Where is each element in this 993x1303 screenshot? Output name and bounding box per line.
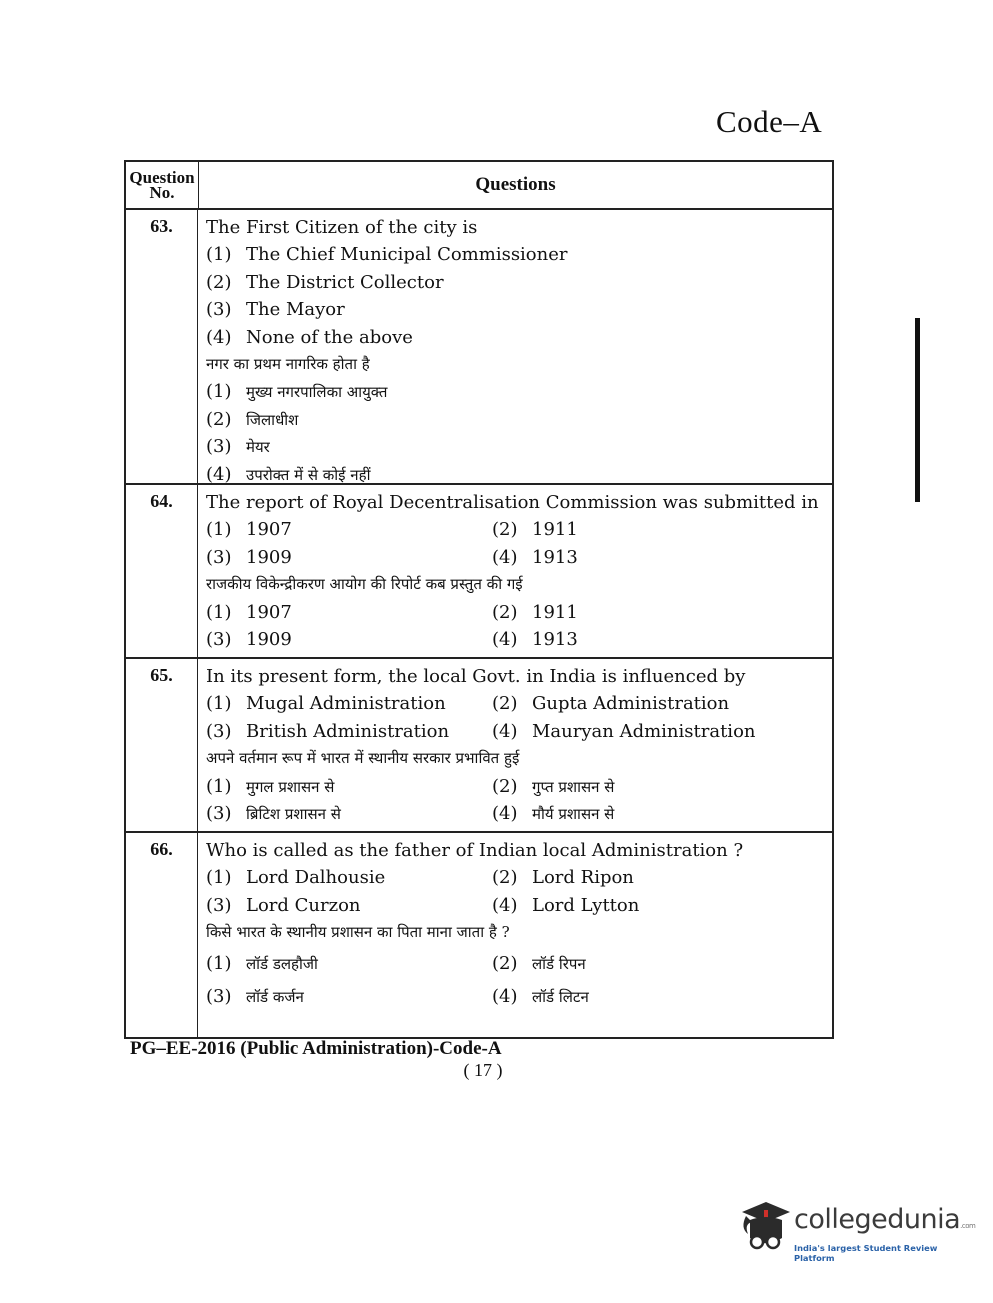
options-en-row-1	[206, 690, 832, 717]
option-number: (3)	[206, 894, 232, 916]
option-text: जिलाधीश	[246, 410, 299, 429]
option-number: (4)	[206, 326, 232, 348]
option-text: मुख्य नगरपालिका आयुक्त	[246, 383, 388, 402]
header-question-no	[126, 162, 199, 208]
brand-tagline: India's largest Student Review Platform	[794, 1243, 938, 1263]
option-number: (1)	[206, 244, 232, 266]
option-text: मौर्य प्रशासन से	[532, 804, 615, 823]
option-hi-1	[206, 378, 832, 405]
header-no-line2: No.	[149, 183, 175, 202]
option-number: (2)	[492, 775, 518, 797]
option-text: Lord Dalhousie	[246, 867, 386, 889]
option-text: लॉर्ड डलहौजी	[246, 954, 318, 973]
option-text: लॉर्ड कर्जन	[246, 987, 304, 1006]
option-number: (1)	[206, 693, 232, 715]
options-en-row-2	[206, 718, 832, 745]
option-text: 1909	[246, 546, 292, 568]
question-row-63	[126, 210, 832, 485]
graduate-mascot-icon	[736, 1198, 794, 1258]
option-text: लॉर्ड रिपन	[532, 954, 586, 973]
options-en-row-2	[206, 892, 832, 919]
question-number: 65.	[126, 659, 198, 831]
option-number: (3)	[206, 802, 232, 824]
option-number: (1)	[206, 519, 232, 541]
question-row-65	[126, 659, 832, 833]
option-en-3	[206, 296, 832, 323]
option-text: Lord Lytton	[532, 894, 640, 916]
question-row-64	[126, 485, 832, 659]
option-text: 1913	[532, 628, 578, 650]
header-questions: Questions	[475, 174, 556, 195]
question-number: 66.	[126, 833, 198, 1037]
option-en-4	[206, 324, 832, 351]
option-hi-4	[206, 461, 832, 488]
option-text: 1909	[246, 628, 292, 650]
question-text-hi: राजकीय विकेन्द्रीकरण आयोग की रिपोर्ट कब प्रस्तुत की गई	[206, 575, 523, 594]
option-text: None of the above	[246, 326, 413, 348]
option-number: (4)	[492, 894, 518, 916]
option-text: The Chief Municipal Commissioner	[246, 244, 568, 266]
option-number: (4)	[492, 720, 518, 742]
option-text: मेयर	[246, 438, 270, 457]
scan-edge-mark	[915, 318, 920, 502]
options-hi-row-1	[206, 599, 832, 626]
option-number: (3)	[206, 299, 232, 321]
page-number: ( 17 )	[463, 1060, 503, 1080]
options-en-row-1	[206, 864, 832, 891]
option-text: 1911	[532, 519, 578, 541]
question-text-hi: किसे भारत के स्थानीय प्रशासन का पिता माना जाता है ?	[206, 923, 510, 942]
option-number: (2)	[206, 408, 232, 430]
option-number: (1)	[206, 775, 232, 797]
option-text: British Administration	[246, 720, 450, 742]
option-number: (4)	[206, 463, 232, 485]
option-number: (4)	[492, 802, 518, 824]
option-number: (1)	[206, 381, 232, 403]
question-text-en: In its present form, the local Govt. in India is influenced by	[206, 666, 746, 687]
option-text: 1907	[246, 519, 292, 541]
option-text: उपरोक्त में से कोई नहीं	[246, 465, 371, 484]
question-text-hi: नगर का प्रथम नागरिक होता है	[206, 354, 370, 373]
option-number: (4)	[492, 628, 518, 650]
header-no-line1: Question	[129, 168, 195, 187]
option-text: ब्रिटिश प्रशासन से	[246, 804, 341, 823]
option-number: (2)	[492, 693, 518, 715]
options-hi-row-2	[206, 626, 832, 653]
question-text-hi: अपने वर्तमान रूप में भारत में स्थानीय सरकार प्रभावित हुई	[206, 749, 520, 768]
option-number: (1)	[206, 952, 232, 974]
option-text: The District Collector	[246, 271, 444, 293]
option-number: (3)	[206, 985, 232, 1007]
option-number: (3)	[206, 546, 232, 568]
option-text: Gupta Administration	[532, 693, 730, 715]
options-hi-row-2	[206, 800, 832, 827]
table-header	[126, 162, 832, 210]
question-row-66	[126, 833, 832, 1037]
option-text: Mugal Administration	[246, 693, 446, 715]
option-number: (1)	[206, 601, 232, 623]
option-number: (1)	[206, 867, 232, 889]
option-text: गुप्त प्रशासन से	[532, 777, 615, 796]
option-text: मुगल प्रशासन से	[246, 777, 335, 796]
options-hi-row-1	[206, 947, 832, 980]
questions-table	[124, 160, 834, 1039]
collegedunia-watermark	[736, 1198, 976, 1270]
brand-text: collegedunia	[794, 1204, 961, 1235]
option-number: (4)	[492, 546, 518, 568]
option-text: लॉर्ड लिटन	[532, 987, 589, 1006]
question-number: 64.	[126, 485, 198, 657]
question-text-en: The First Citizen of the city is	[206, 217, 478, 238]
option-text: Lord Ripon	[532, 867, 634, 889]
brand-suffix: .com	[960, 1222, 976, 1230]
option-text: 1907	[246, 601, 292, 623]
options-en-row-2	[206, 544, 832, 571]
option-text: 1911	[532, 601, 578, 623]
option-number: (2)	[492, 952, 518, 974]
option-number: (4)	[492, 985, 518, 1007]
options-en-row-1	[206, 516, 832, 543]
option-number: (2)	[492, 601, 518, 623]
options-hi-row-2	[206, 980, 832, 1013]
option-number: (2)	[206, 271, 232, 293]
option-en-1	[206, 241, 832, 268]
option-number: (2)	[492, 867, 518, 889]
footer-paper-title: PG–EE-2016 (Public Administration)-Code-A	[130, 1038, 502, 1059]
option-number: (3)	[206, 436, 232, 458]
option-text: Mauryan Administration	[532, 720, 756, 742]
question-text-en: Who is called as the father of Indian local Administration ?	[206, 840, 744, 861]
brand-name	[794, 1204, 975, 1235]
option-number: (3)	[206, 720, 232, 742]
option-hi-2	[206, 406, 832, 433]
code-label: Code–A	[716, 104, 823, 139]
option-en-2	[206, 269, 832, 296]
option-hi-3	[206, 433, 832, 460]
option-text: Lord Curzon	[246, 894, 361, 916]
option-text: The Mayor	[246, 299, 345, 321]
option-text: 1913	[532, 546, 578, 568]
option-number: (3)	[206, 628, 232, 650]
question-text-en: The report of Royal Decentralisation Commission was submitted in	[206, 492, 819, 513]
question-number: 63.	[126, 210, 198, 483]
options-hi-row-1	[206, 773, 832, 800]
option-number: (2)	[492, 519, 518, 541]
